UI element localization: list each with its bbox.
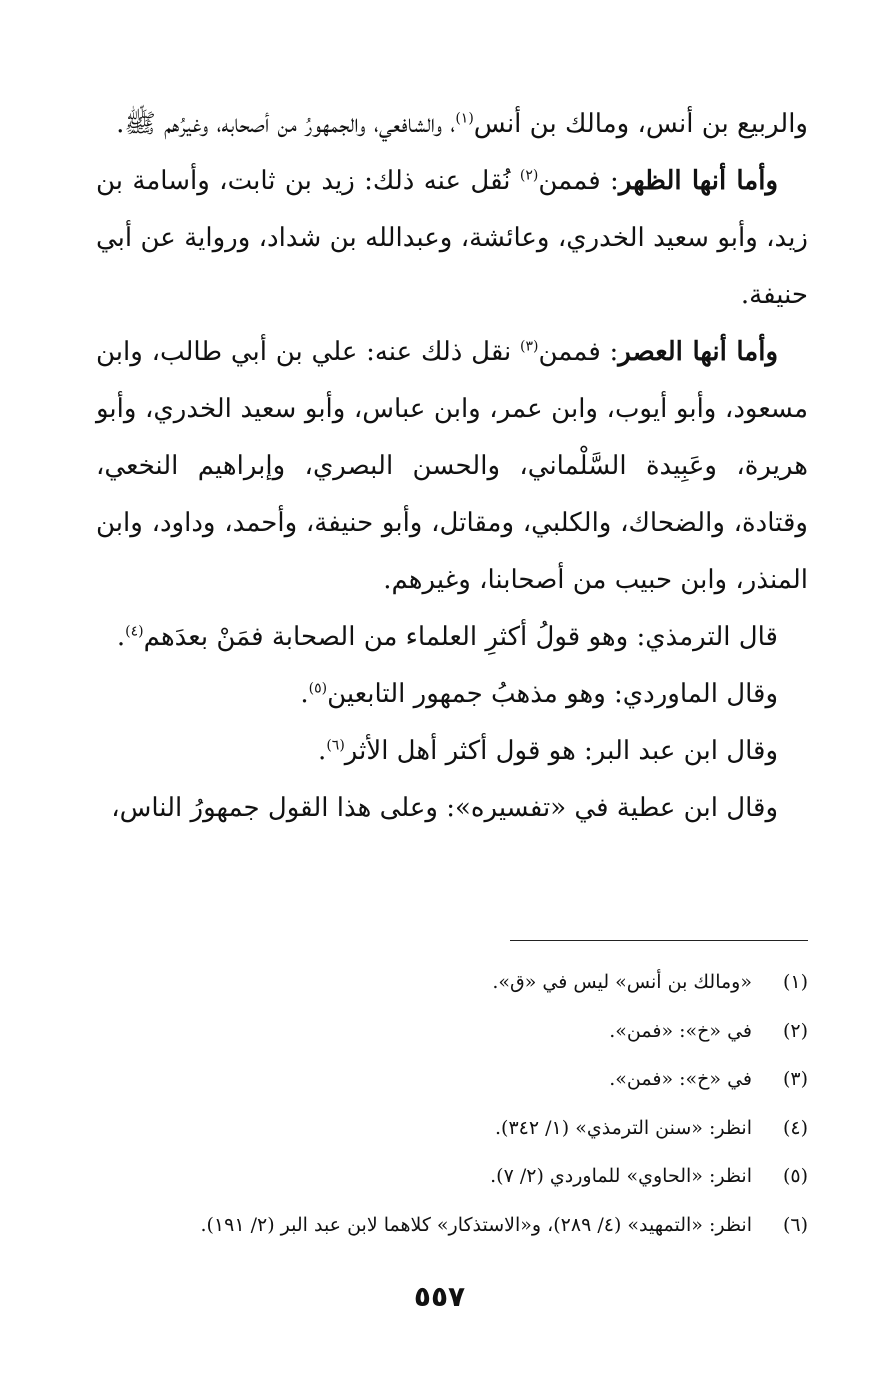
footnote-number: (٤) bbox=[782, 1116, 808, 1139]
footnote-ref-1: (١) bbox=[455, 110, 474, 127]
paragraph-1-rest: ، والشافعي، والجمهورُ من أصحابه، وغيرُهم ﷺ. bbox=[116, 109, 456, 139]
quote-ibn-atiyya-text: وقال ابن عطية في «تفسيره»: وعلى هذا القول جمهورُ الناس، bbox=[111, 793, 778, 823]
footnote-text: انظر: «سنن الترمذي» (١/ ٣٤٢). bbox=[495, 1116, 752, 1139]
footnote-5 bbox=[96, 1152, 808, 1201]
footnote-ref-5: (٥) bbox=[308, 680, 328, 697]
quote-tirmidhi-end: . bbox=[116, 622, 126, 652]
footnote-4 bbox=[96, 1104, 808, 1153]
footnote-3 bbox=[96, 1055, 808, 1104]
quote-ibn-abd-al-barr bbox=[96, 723, 808, 780]
footnote-number: (٦) bbox=[782, 1213, 808, 1236]
paragraph-3 bbox=[96, 324, 808, 609]
footnote-text: في «خ»: «فمن». bbox=[609, 1068, 752, 1090]
footnote-ref-4: (٤) bbox=[125, 623, 144, 640]
paragraph-1-text: والربيع بن أنس، ومالك بن أنس bbox=[473, 109, 808, 139]
quote-tirmidhi bbox=[96, 609, 808, 666]
quote-ibn-abd-al-barr-text: وقال ابن عبد البر: هو قول أكثر أهل الأثر bbox=[344, 736, 778, 766]
footnote-number: (٢) bbox=[782, 1019, 808, 1042]
quote-ibn-atiyya bbox=[96, 780, 808, 837]
page-number: ٥٥٧ bbox=[413, 1280, 466, 1313]
footnote-2 bbox=[96, 1007, 808, 1056]
footnote-number: (٥) bbox=[782, 1165, 808, 1187]
paragraph-3-rest: نقل ذلك عنه: علي بن أبي طالب، وابن مسعود، وأبو أيوب، وابن عمر، وابن عباس، وأبو سعيد الخدري، وأبو هريرة، وعَبِيدة السَّلْماني، والحسن البصري، وإبراهيم النخعي، وقتادة، والضحاك، والكلبي، ومقاتل، وأبو حنيفة، وأحمد، وداود، وابن المنذر، وابن حبيب من أصحابنا، وغيرهم. bbox=[96, 337, 808, 595]
footnote-ref-3: (٣) bbox=[520, 338, 539, 355]
footnote-text: في «خ»: «فمن». bbox=[609, 1019, 752, 1042]
paragraph-1 bbox=[96, 96, 808, 153]
footnote-text: انظر: «الحاوي» للماوردي (٢/ ٧). bbox=[490, 1165, 752, 1187]
footnote-separator bbox=[510, 940, 808, 941]
footnote-text: «ومالك بن أنس» ليس في «ق». bbox=[492, 971, 752, 993]
quote-mawardi-end: . bbox=[300, 679, 309, 709]
footnote-ref-2: (٢) bbox=[519, 167, 539, 184]
footnote-ref-6: (٦) bbox=[326, 737, 345, 754]
paragraph-2-heading: وأما أنها الظهر bbox=[618, 166, 778, 196]
paragraph-3-intro: : فممن bbox=[538, 337, 619, 367]
paragraph-2 bbox=[96, 153, 808, 324]
paragraph-2-intro: : فممن bbox=[538, 166, 619, 196]
footnote-number: (١) bbox=[782, 971, 808, 993]
quote-tirmidhi-text: قال الترمذي: وهو قولُ أكثرِ العلماء من الصحابة فمَنْ بعدَهم bbox=[143, 622, 778, 652]
footnote-1 bbox=[96, 958, 808, 1007]
footnote-6 bbox=[96, 1201, 808, 1250]
paragraph-2-rest: نُقل عنه ذلك: زيد بن ثابت، وأسامة بن زيد، وأبو سعيد الخدري، وعائشة، وعبدالله بن شداد، ورواية عن أبي حنيفة. bbox=[96, 166, 808, 310]
footnote-text: انظر: «التمهيد» (٤/ ٢٨٩)، و«الاستذكار» كلاهما لابن عبد البر (٢/ ١٩١). bbox=[200, 1213, 752, 1236]
footnotes bbox=[96, 958, 808, 1249]
quote-mawardi bbox=[96, 666, 808, 723]
quote-mawardi-text: وقال الماوردي: وهو مذهبُ جمهور التابعين bbox=[327, 679, 778, 709]
footnote-number: (٣) bbox=[782, 1068, 808, 1090]
paragraph-3-heading: وأما أنها العصر bbox=[618, 337, 779, 367]
quote-ibn-abd-al-barr-end: . bbox=[318, 736, 327, 766]
main-text bbox=[96, 96, 808, 837]
